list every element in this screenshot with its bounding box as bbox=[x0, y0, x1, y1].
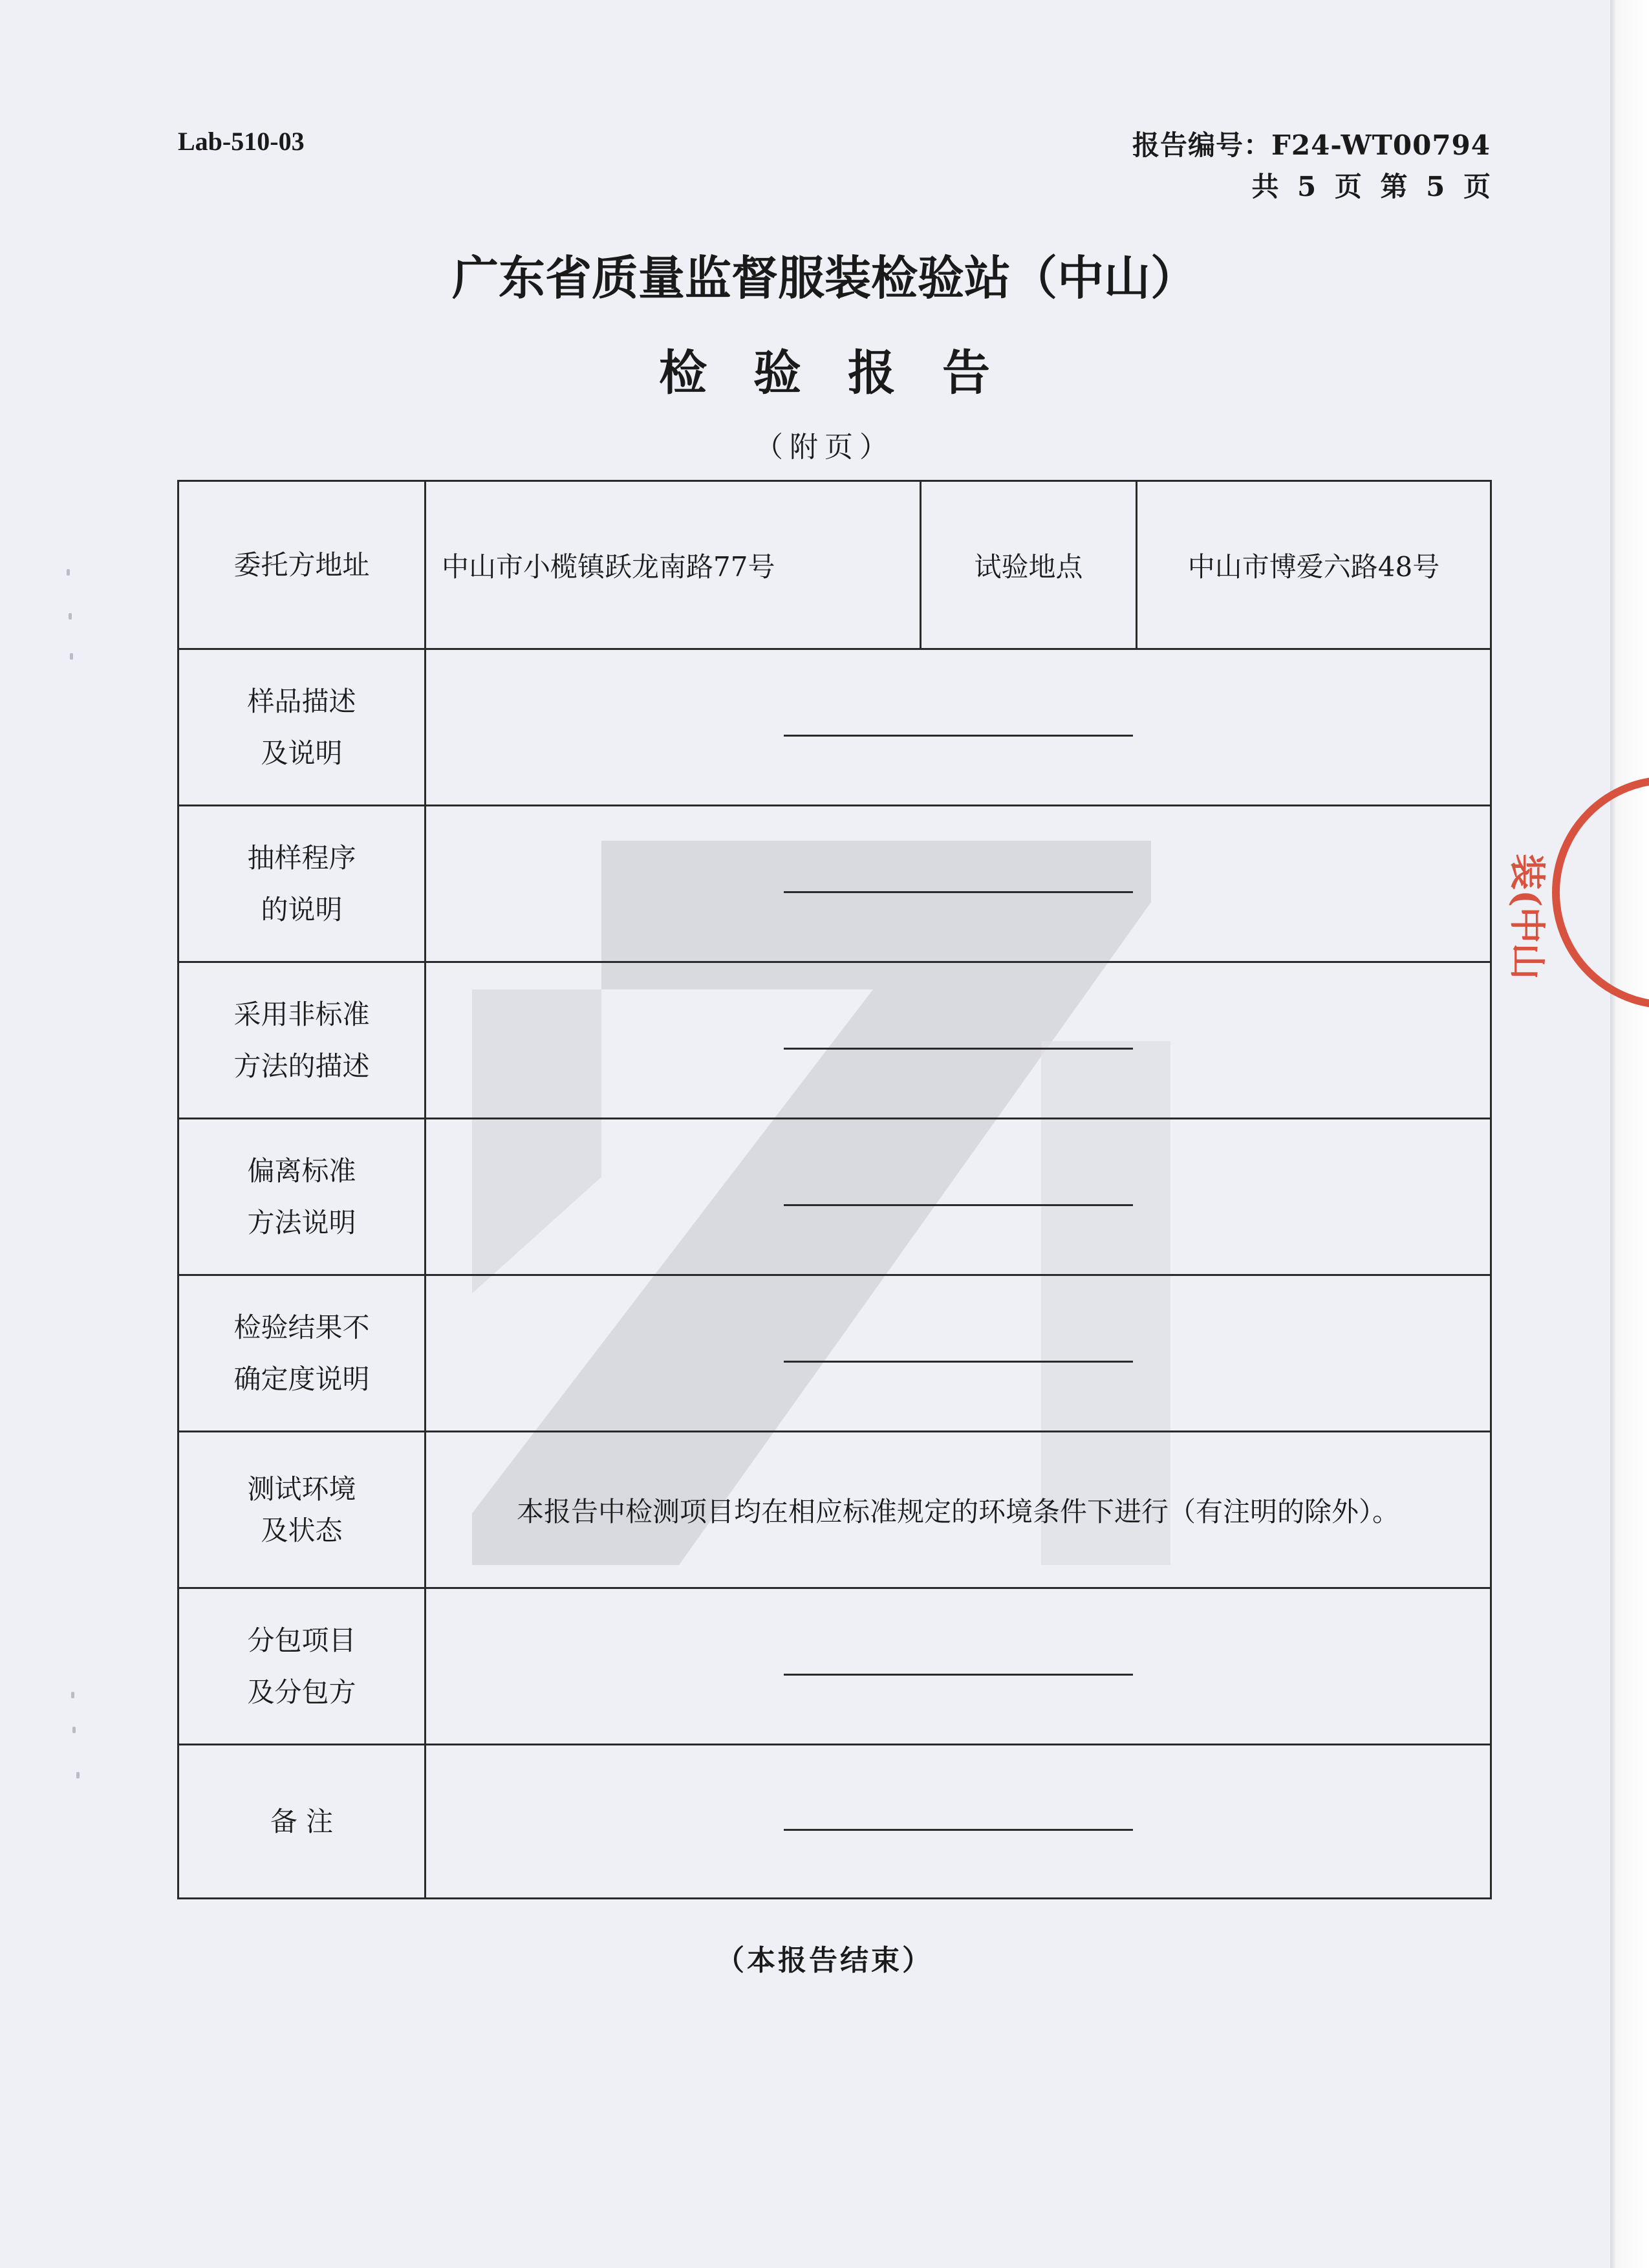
table-row bbox=[178, 481, 1491, 649]
end-of-report-note: （本报告结束） bbox=[716, 1944, 933, 1977]
table-row bbox=[178, 1588, 1491, 1745]
table-row bbox=[178, 1275, 1491, 1432]
blank-dash-line bbox=[784, 1674, 1133, 1676]
report-number bbox=[1132, 124, 1491, 163]
table-row bbox=[178, 806, 1491, 962]
report-number-label: 报告编号： bbox=[1132, 129, 1272, 161]
client-address-label: 委托方地址 bbox=[178, 481, 426, 649]
blank-dash-line bbox=[784, 1829, 1133, 1831]
table-row bbox=[178, 649, 1491, 806]
table-row bbox=[178, 1119, 1491, 1275]
client-address-value: 中山市小榄镇跃龙南路77号 bbox=[426, 481, 921, 649]
row-value bbox=[426, 1275, 1491, 1432]
test-environment-statement: 本报告中检测项目均在相应标准规定的环境条件下进行（有注明的除外）。 bbox=[426, 1432, 1491, 1588]
row-label: 分包项目 及分包方 bbox=[178, 1588, 426, 1745]
blank-dash-line bbox=[784, 1361, 1133, 1363]
table-row bbox=[178, 1432, 1491, 1588]
punch-hole bbox=[71, 1692, 74, 1698]
page-info: 共 5 页 第 5 页 bbox=[1251, 171, 1491, 202]
red-stamp-seal bbox=[1552, 776, 1649, 1009]
document-title: 检验报告 bbox=[659, 345, 1037, 401]
punch-hole bbox=[70, 653, 73, 660]
row-value bbox=[426, 649, 1491, 806]
row-value bbox=[426, 1745, 1491, 1899]
row-label: 检验结果不 确定度说明 bbox=[178, 1275, 426, 1432]
appendix-label: （附页） bbox=[755, 431, 894, 464]
punch-hole bbox=[72, 1727, 76, 1733]
organization-title: 广东省质量监督服装检验站（中山） bbox=[451, 251, 1197, 305]
punch-hole bbox=[67, 569, 70, 576]
row-label: 测试环境 及状态 bbox=[178, 1432, 426, 1588]
punch-hole bbox=[76, 1772, 80, 1778]
row-value bbox=[426, 1588, 1491, 1745]
blank-dash-line bbox=[784, 1048, 1133, 1050]
inspection-report-table bbox=[177, 480, 1492, 1899]
blank-dash-line bbox=[784, 735, 1133, 737]
row-label: 偏离标准 方法说明 bbox=[178, 1119, 426, 1275]
blank-dash-line bbox=[784, 1204, 1133, 1206]
table-row bbox=[178, 1745, 1491, 1899]
row-label: 抽样程序 的说明 bbox=[178, 806, 426, 962]
lab-code: Lab-510-03 bbox=[178, 127, 305, 156]
table-row bbox=[178, 962, 1491, 1119]
row-value bbox=[426, 806, 1491, 962]
row-label: 备 注 bbox=[178, 1745, 426, 1899]
row-value bbox=[426, 962, 1491, 1119]
blank-dash-line bbox=[784, 891, 1133, 893]
row-label: 样品描述 及说明 bbox=[178, 649, 426, 806]
row-label: 采用非标准 方法的描述 bbox=[178, 962, 426, 1119]
stamp-text-fragment: 装(中山 bbox=[1505, 854, 1548, 980]
report-number-value: F24-WT00794 bbox=[1271, 129, 1491, 161]
test-location-label: 试验地点 bbox=[921, 481, 1137, 649]
punch-hole bbox=[69, 613, 72, 620]
test-location-value: 中山市博爱六路48号 bbox=[1137, 481, 1491, 649]
row-value bbox=[426, 1119, 1491, 1275]
